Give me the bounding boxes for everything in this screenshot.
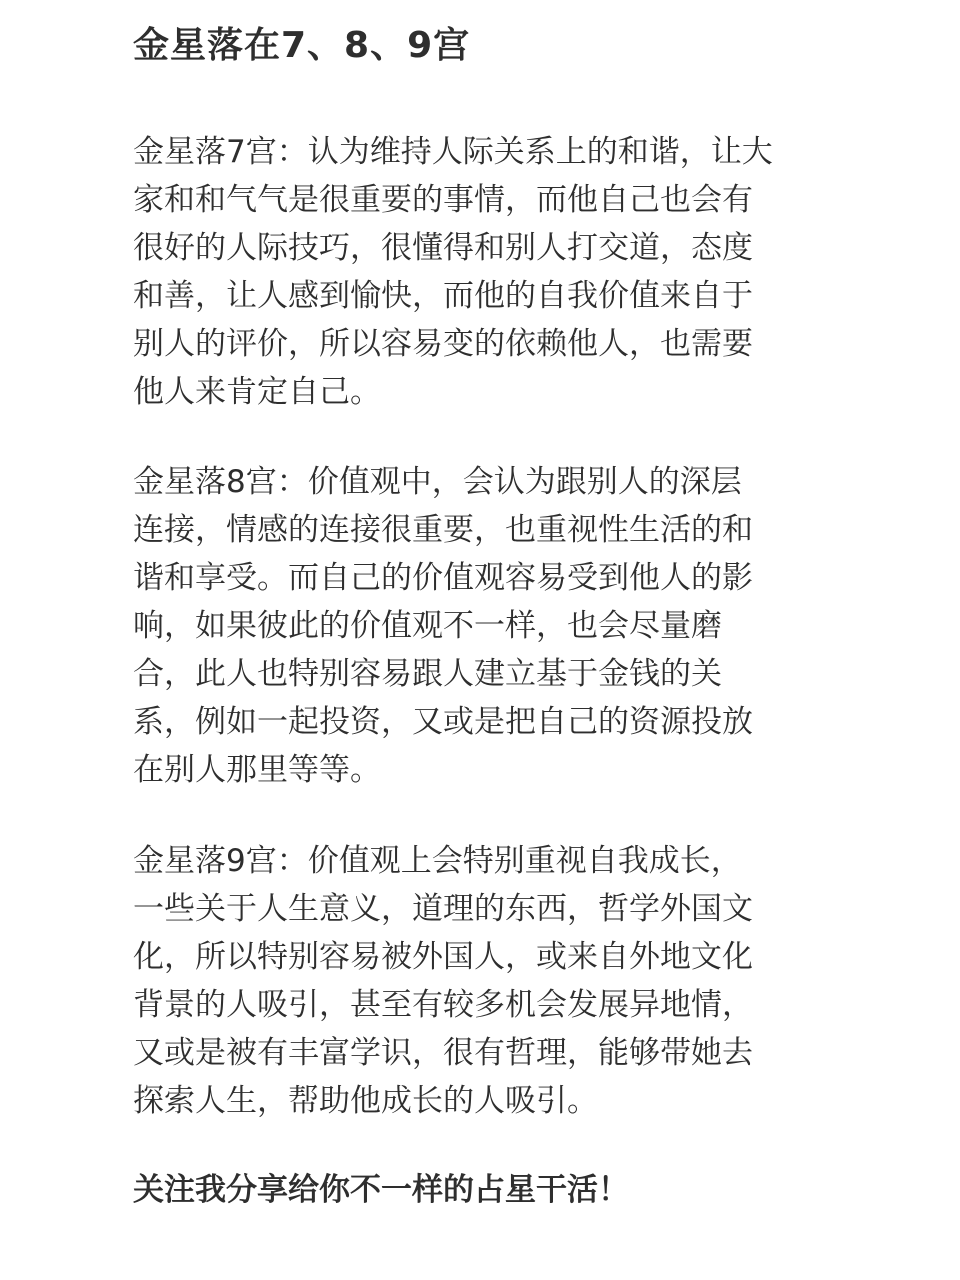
text-line: 很好的人际技巧，很懂得和别人打交道，态度 bbox=[133, 230, 753, 266]
text-line: 探索人生，帮助他成长的人吸引。 bbox=[133, 1083, 598, 1119]
text-line: 在别人那里等等。 bbox=[133, 752, 381, 788]
text-line: 一些关于人生意义，道理的东西，哲学外国文 bbox=[133, 891, 753, 927]
text-line: 别人的评价，所以容易变的依赖他人，也需要 bbox=[133, 326, 753, 362]
text-line: 谐和享受。而自己的价值观容易受到他人的影 bbox=[133, 560, 753, 596]
text-line: 连接，情感的连接很重要，也重视性生活的和 bbox=[133, 512, 753, 548]
text-line: 背景的人吸引，甚至有较多机会发展异地情， bbox=[133, 987, 753, 1023]
text-line: 金星落7宫：认为维持人际关系上的和谐，让大 bbox=[133, 134, 773, 170]
text-line: 响，如果彼此的价值观不一样，也会尽量磨 bbox=[133, 608, 722, 644]
text-line: 金星落9宫：价值观上会特别重视自我成长， bbox=[133, 843, 742, 879]
text-line: 合，此人也特别容易跟人建立基于金钱的关 bbox=[133, 656, 722, 692]
text-line: 又或是被有丰富学识，很有哲理，能够带她去 bbox=[133, 1035, 753, 1071]
text-line: 家和和气气是很重要的事情，而他自己也会有 bbox=[133, 182, 753, 218]
article-title: 金星落在7、8、9宫 bbox=[133, 25, 471, 66]
text-line: 金星落8宫：价值观中，会认为跟别人的深层 bbox=[133, 464, 742, 500]
footer-call-to-action: 关注我分享给你不一样的占星干活！ bbox=[133, 1172, 629, 1208]
text-line: 化，所以特别容易被外国人，或来自外地文化 bbox=[133, 939, 753, 975]
text-line: 系，例如一起投资，又或是把自己的资源投放 bbox=[133, 704, 753, 740]
paragraph-venus-8th-house bbox=[133, 458, 753, 794]
text-line: 和善，让人感到愉快，而他的自我价值来自于 bbox=[133, 278, 753, 314]
paragraph-venus-7th-house bbox=[133, 128, 773, 416]
text-line: 他人来肯定自己。 bbox=[133, 374, 381, 410]
paragraph-venus-9th-house bbox=[133, 837, 753, 1125]
